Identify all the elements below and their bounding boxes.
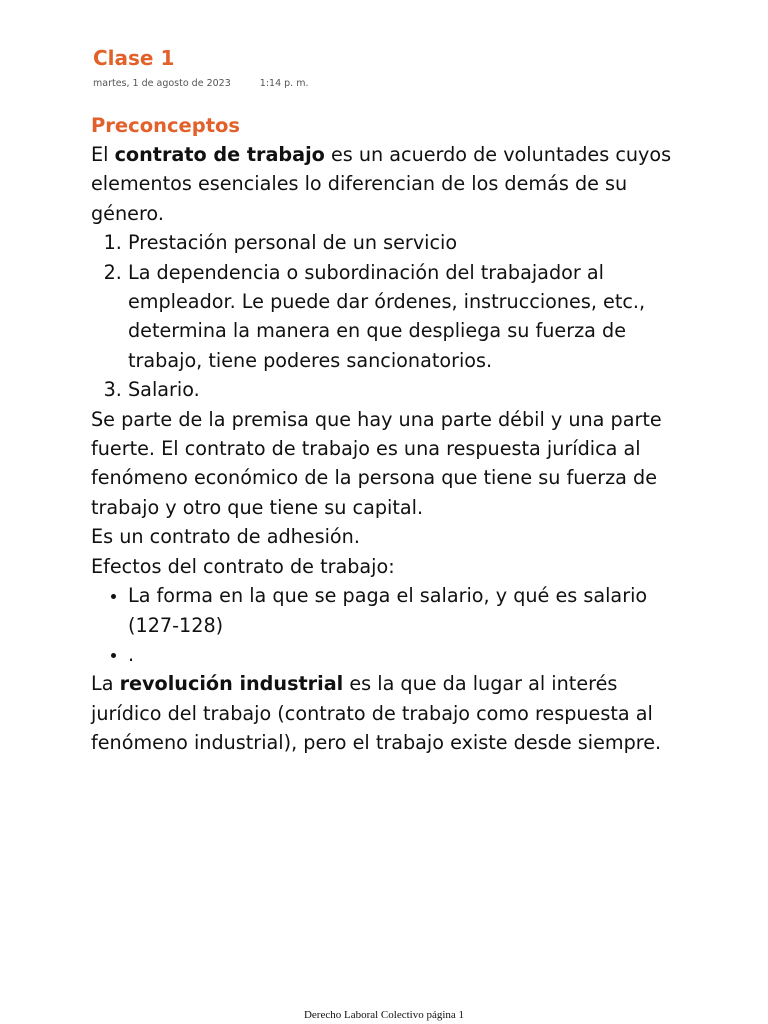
text-span: El	[91, 143, 115, 166]
section-heading: Preconceptos	[91, 114, 241, 137]
list-item: 2. La dependencia o subordinación del trabajador al empleador. Le puede dar órdenes, instrucciones, etc., determina la manera en que despliega su fuerza de trabajo, tiene poderes sancionatorios.	[128, 258, 691, 376]
list-item: • .	[128, 640, 691, 669]
paragraph-effects: Efectos del contrato de trabajo:	[91, 554, 395, 578]
page-date: martes, 1 de agosto de 2023	[93, 78, 231, 89]
effects-list	[91, 581, 691, 669]
list-item: 1. Prestación personal de un servicio	[128, 228, 691, 257]
text-span: es la que da lugar al interés jurídico del trabajo (contrato de trabajo como respuesta al fenómeno industrial), pero el trabajo existe desde siempre.	[91, 672, 662, 755]
page-title: Clase 1	[93, 46, 175, 70]
note-content	[91, 112, 691, 758]
page-metadata	[93, 77, 308, 91]
text-span: La	[91, 672, 120, 696]
paragraph-premise: Se parte de la premisa que hay una parte débil y una parte fuerte. El contrato de trabajo es una respuesta jurídica al fenómeno económico de la persona que tiene su fuerza de trabajo y otro que tiene su capital.	[91, 407, 662, 519]
paragraph-definition	[91, 140, 691, 228]
page-time: 1:14 p. m.	[259, 78, 309, 89]
bold-term: contrato de trabajo	[114, 143, 325, 166]
text-span: es un acuerdo de voluntades cuyos elementos esenciales lo diferencian de los demás de su género.	[91, 143, 672, 225]
list-item: 3. Salario.	[128, 375, 691, 404]
list-item: • La forma en la que se paga el salario, y qué es salario (127-128)	[128, 581, 691, 640]
elements-list	[91, 228, 691, 404]
page-footer: Derecho Laboral Colectivo página 1	[303, 1009, 465, 1021]
paragraph-revolution	[91, 669, 691, 757]
bold-term: revolución industrial	[119, 672, 344, 696]
paragraph-adhesion: Es un contrato de adhesión.	[91, 525, 360, 549]
